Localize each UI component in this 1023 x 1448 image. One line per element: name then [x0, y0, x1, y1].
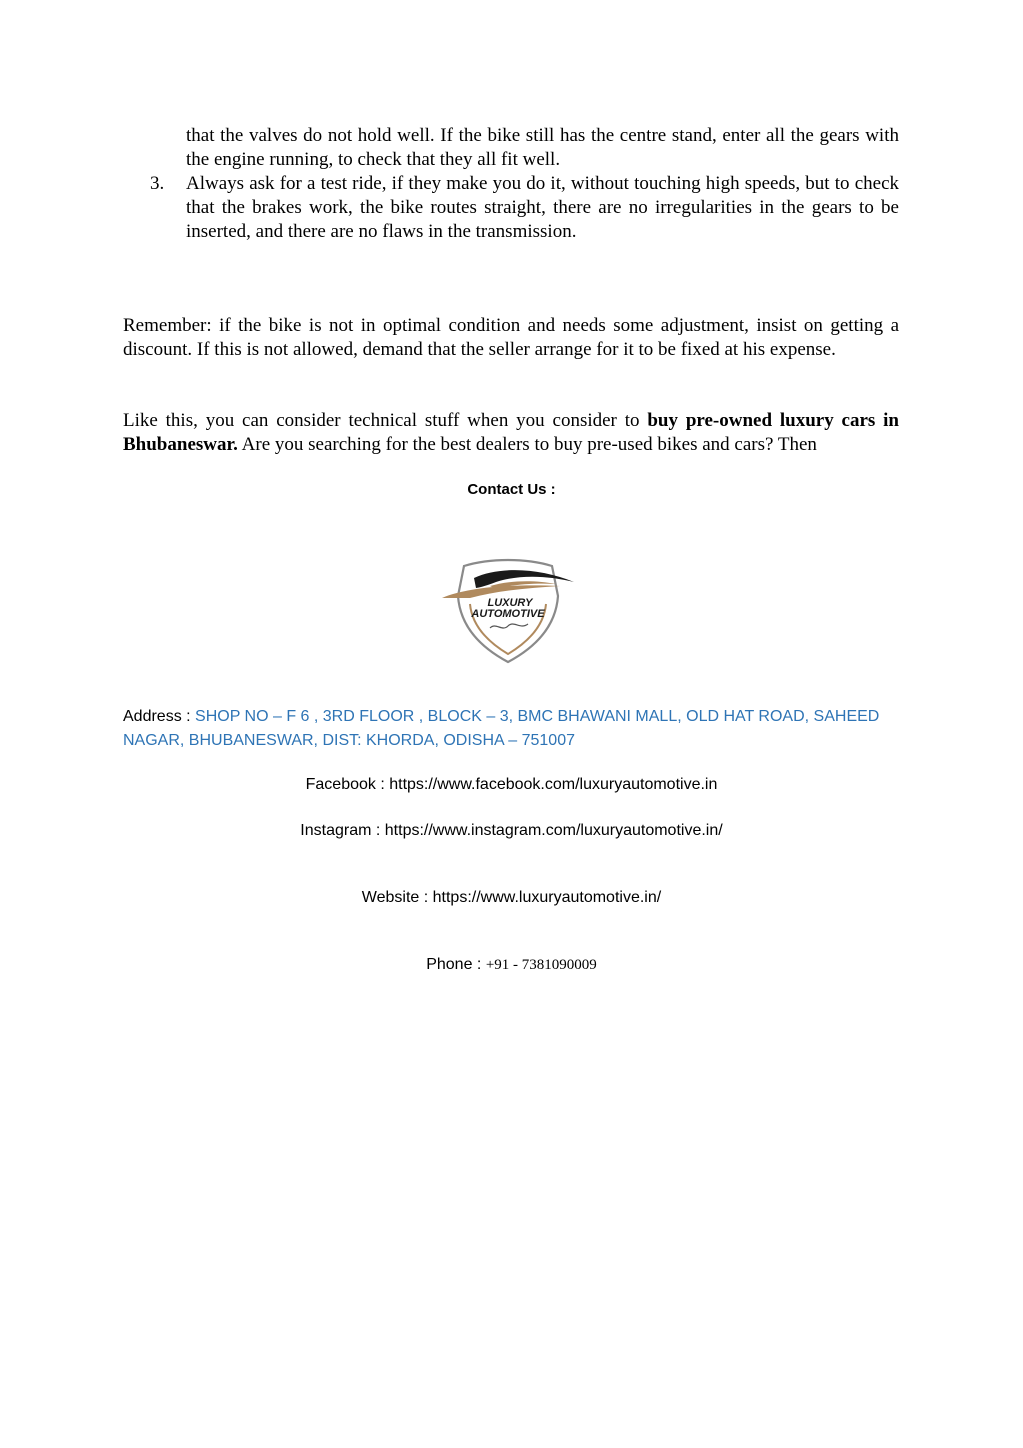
logo-text-luxury: LUXURY [487, 597, 533, 609]
phone-number: +91 - 7381090009 [485, 957, 597, 973]
paragraph-text-start: Like this, you can consider technical stuff when you consider to [123, 410, 648, 431]
remember-paragraph: Remember: if the bike is not in optimal condition and needs some adjustment, insist on getting a discount. If this is not allowed, demand that the seller arrange for it to be fixed at his expense. [123, 315, 899, 360]
instagram-line: Instagram : https://www.instagram.com/luxuryautomotive.in/ [300, 822, 723, 839]
facebook-line: Facebook : https://www.facebook.com/luxuryautomotive.in [305, 776, 718, 793]
website-line: Website : https://www.luxuryautomotive.in/ [361, 889, 662, 906]
list-number: 3. [150, 173, 165, 194]
logo-text-automotive: AUTOMOTIVE [471, 608, 545, 620]
list-item-text: Always ask for a test ride, if they make you do it, without touching high speeds, but to check that the brakes work, the bike routes straight, there are no irregularities in the gears to be inserted, and there are no flaws in the transmission. [186, 173, 899, 242]
bold-keyword-link: buy pre-owned luxury cars in Bhubaneswar. [123, 410, 899, 455]
like-this-paragraph [123, 409, 899, 457]
contact-heading: Contact Us : [467, 481, 556, 498]
paragraph-text-end: Are you searching for the best dealers to buy pre-used bikes and cars? Then [237, 434, 817, 455]
phone-line [0, 954, 1023, 976]
phone-label: Phone : [426, 956, 486, 973]
luxury-automotive-logo [440, 556, 576, 664]
list-item-continuation: that the valves do not hold well. If the bike still has the centre stand, enter all the gears with the engine running, to check that they all fit well. [186, 125, 899, 170]
address-label: Address : [123, 708, 196, 725]
address-value: SHOP NO – F 6 , 3RD FLOOR , BLOCK – 3, BMC BHAWANI MALL, OLD HAT ROAD, SAHEED NAGAR, BHUBANESWAR, DIST: KHORDA, ODISHA – 751007 [123, 708, 880, 749]
address-block [123, 705, 903, 753]
